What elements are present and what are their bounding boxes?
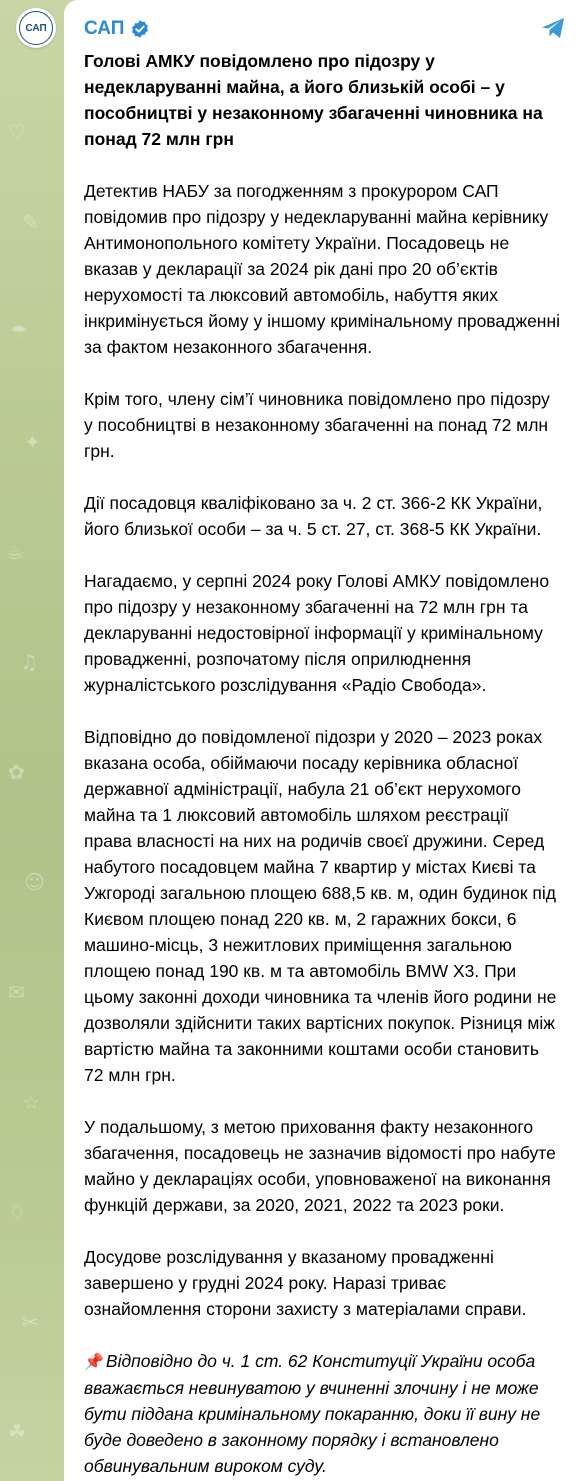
post-paragraph: У подальшому, з метою приховання факту незаконного збагачення, посадовець не зазначив відомості про набуте майно у деклараціях особи, уповноваженої на виконання функцій держави, за 2020, 2021, 2022 та 2023 роки. bbox=[84, 1117, 556, 1215]
message-bubble bbox=[64, 0, 588, 1481]
post-paragraph: Детектив НАБУ за погодженням з прокурором САП повідомив про підозру у недекларуванні майна керівнику Антимонопольного комітету України. Посадовець не вказав у декларації за 2024 рік дані про 20 об’єктів нерухомості та люксовий автомобіль, набуття яких інкримінується йому у іншому кримінальному провадженні за фактом незаконного збагачення. bbox=[84, 181, 561, 357]
background-doodle: ☘ bbox=[8, 1420, 26, 1444]
background-doodle: ☂ bbox=[10, 320, 28, 344]
post-paragraph: Нагадаємо, у серпні 2024 року Голові АМКУ повідомлено про підозру у незаконному збагаченні на 72 млн грн та декларуванні недостовірної інформації у кримінальному провадженні, розпочатому після оприлюднення журналістського розслідування «Радіо Свобода». bbox=[84, 571, 550, 695]
background-doodle: ♫ bbox=[20, 650, 38, 674]
background-doodle: ✂ bbox=[22, 1310, 39, 1334]
channel-avatar[interactable] bbox=[16, 8, 56, 48]
post-paragraph: Дії посадовця кваліфіковано за ч. 2 ст. 366-2 КК України, його близької особи – за ч. 5 ст. 27, ст. 368-5 КК України. bbox=[84, 493, 543, 539]
background-doodle: ☕ bbox=[6, 540, 24, 564]
background-doodle: ♡ bbox=[8, 120, 26, 144]
post-paragraph: Досудове розслідування у вказаному провадженні завершено у грудні 2024 року. Наразі триває ознайомлення сторони захисту з матеріалами справи. bbox=[84, 1247, 527, 1319]
background-doodle: ✿ bbox=[8, 760, 25, 784]
post-paragraph: Крім того, члену сім’ї чиновника повідомлено про підозру у пособництві в незаконному збагаченні на понад 72 млн грн. bbox=[84, 389, 550, 461]
share-icon[interactable] bbox=[540, 16, 566, 40]
message-header bbox=[84, 14, 560, 44]
background-doodle: ♢ bbox=[8, 1200, 26, 1224]
background-doodle: ✉ bbox=[8, 980, 25, 1004]
legal-note bbox=[84, 1348, 560, 1479]
background-doodle: ☺ bbox=[24, 870, 45, 894]
pin-icon: 📌 bbox=[84, 1352, 104, 1371]
avatar-logo: САП bbox=[19, 11, 53, 45]
background-doodle: ☆ bbox=[22, 1090, 40, 1114]
background-doodle: ✦ bbox=[24, 430, 41, 454]
background-doodle: ✎ bbox=[22, 210, 39, 234]
legal-note-text: Відповідно до ч. 1 ст. 62 Конституції України особа вважається невинуватою у вчиненні злочину і не може бути піддана кримінальному покаранню, доки її вину не буде доведено в законному порядку і встановлено обвинувальним вироком суду. bbox=[84, 1351, 541, 1476]
post-paragraph: Відповідно до повідомленої підозри у 2020 – 2023 роках вказана особа, обіймаючи посаду керівника обласної державної адміністрації, набула 21 об’єкт нерухомого майна та 1 люксовий автомобіль шляхом реєстрації права власності на них на родичів своєї дружини. Серед набутого посадовцем майна 7 квартир у містах Києві та Ужгороді загальною площею 688,5 кв. м, один будинок під Києвом площею понад 220 кв. м, 2 гаражних бокси, 6 машино-місць, 3 нежитлових приміщення загальною площею понад 190 кв. м та автомобіль BMW X3. При цьому законні доходи чиновника та членів його родини не дозволяли здійснити таких вартісних покупок. Різниця між вартістю майна та законними коштами особи становить 72 млн грн. bbox=[84, 727, 557, 1085]
channel-name[interactable]: САП bbox=[84, 18, 125, 39]
post-title: Голові АМКУ повідомлено про підозру у недекларуванні майна, а його близькій особі – у пособництві у незаконному збагаченні чиновника на понад 72 млн грн bbox=[84, 51, 543, 149]
verified-badge-icon bbox=[130, 19, 150, 39]
